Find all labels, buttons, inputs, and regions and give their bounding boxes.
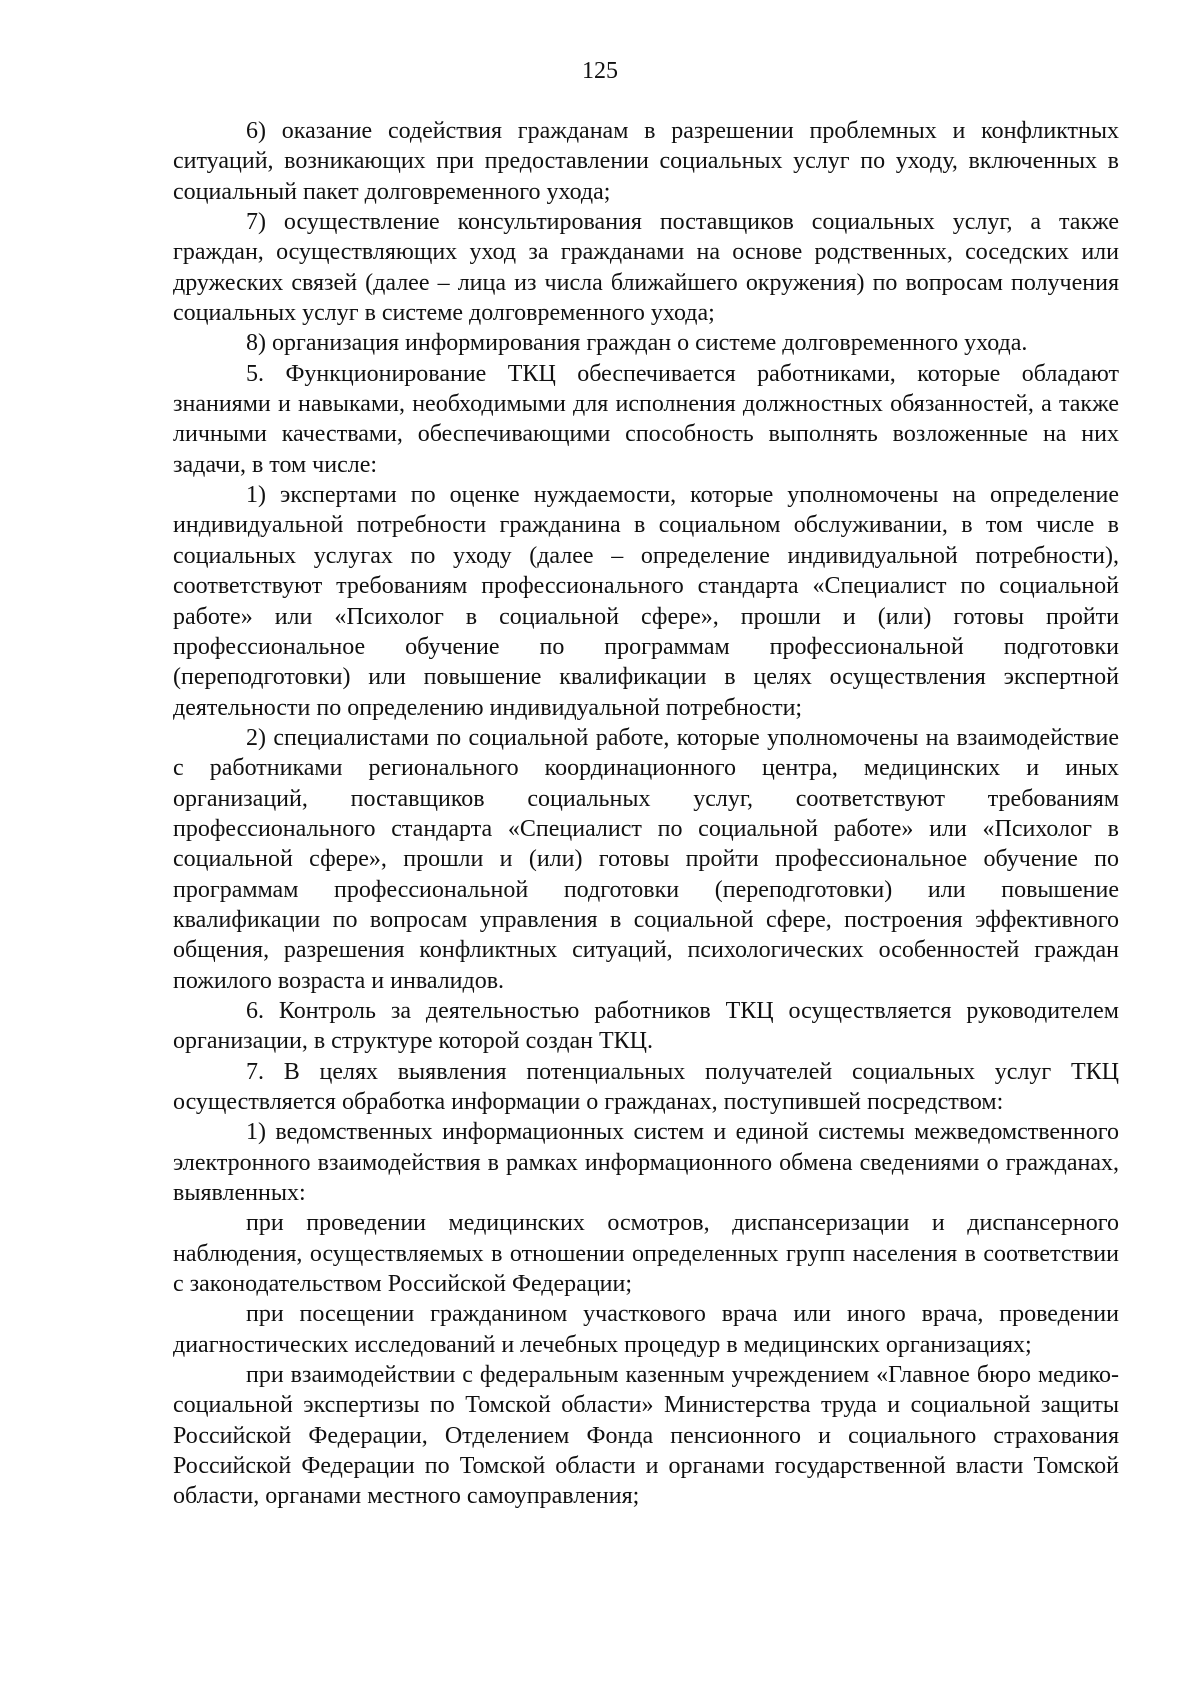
paragraph-item-8: 8) организация информирования граждан о системе долговременного ухода.: [246, 330, 1028, 357]
paragraph-section-6: 6. Контроль за деятельностью работников ТКЦ осуществляется руководителем организации, в структуре которой создан ТКЦ.: [173, 997, 1119, 1055]
paragraph-experts: 1) экспертами по оценке нуждаемости, которые уполномочены на определение индивидуальной потребности гражданина в социальном обслуживании, в том числе в социальных услугах по уходу (далее – определение индивидуальной потребности), соответствуют требованиям профессионального стандарта «Специалист по социальной работе» или «Психолог в социальной сфере», прошли и (или) готовы пройти профессиональное обучение по программам профессиональной подготовки (переподготовки) или повышение квалификации в целях осуществления экспертной деятельности по определению индивидуальной потребности;: [173, 482, 1119, 721]
paragraph-agency-interaction: при взаимодействии с федеральным казенным учреждением «Главное бюро медико-социальной экспертизы по Томской области» Министерства труда и социальной защиты Российской Федерации, Отделением Фонда пенсионного и социального страхования Российской Федерации по Томской области и органами государственной власти Томской области, органами местного самоуправления;: [173, 1362, 1119, 1510]
paragraph-doctor-visits: при посещении гражданином участкового врача или иного врача, проведении диагностических исследований и лечебных процедур в медицинских организациях;: [173, 1301, 1119, 1358]
paragraph-medical-examinations: при проведении медицинских осмотров, диспансеризации и диспансерного наблюдения, осуществляемых в отношении определенных групп населения в соответствии с законодательством Российской Федерации;: [173, 1210, 1119, 1298]
paragraph-item-7: 7) осуществление консультирования поставщиков социальных услуг, а также граждан, осуществляющих уход за гражданами на основе родственных, соседских или дружеских связей (далее – лица из числа ближайшего окружения) по вопросам получения социальных услуг в системе долговременного ухода;: [173, 209, 1119, 327]
paragraph-item-6: 6) оказание содействия гражданам в разрешении проблемных и конфликтных ситуаций, возникающих при предоставлении социальных услуг по уходу, включенных в социальный пакет долговременного ухода;: [173, 118, 1119, 205]
document-body: [173, 116, 1119, 1512]
paragraph-section-7: 7. В целях выявления потенциальных получателей социальных услуг ТКЦ осуществляется обработка информации о гражданах, поступившей посредством:: [173, 1058, 1119, 1115]
paragraph-information-systems: 1) ведомственных информационных систем и единой системы межведомственного электронного взаимодействия в рамках информационного обмена сведениями о гражданах, выявленных:: [173, 1119, 1119, 1207]
paragraph-specialists: 2) специалистами по социальной работе, которые уполномочены на взаимодействие с работниками регионального координационного центра, медицинских и иных организаций, поставщиков социальных услуг, соответствуют требованиям профессионального стандарта «Специалист по социальной работе» или «Психолог в социальной сфере», прошли и (или) готовы пройти профессиональное обучение по программам профессиональной подготовки (переподготовки) или повышение квалификации по вопросам управления в социальной сфере, построения эффективного общения, разрешения конфликтных ситуаций, психологических особенностей граждан пожилого возраста и инвалидов.: [173, 724, 1119, 994]
page-number: 125: [582, 58, 618, 84]
paragraph-section-5: 5. Функционирование ТКЦ обеспечивается работниками, которые обладают знаниями и навыками, необходимыми для исполнения должностных обязанностей, а также личными качествами, обеспечивающими способность выполнять возложенные на них задачи, в том числе:: [173, 360, 1119, 478]
